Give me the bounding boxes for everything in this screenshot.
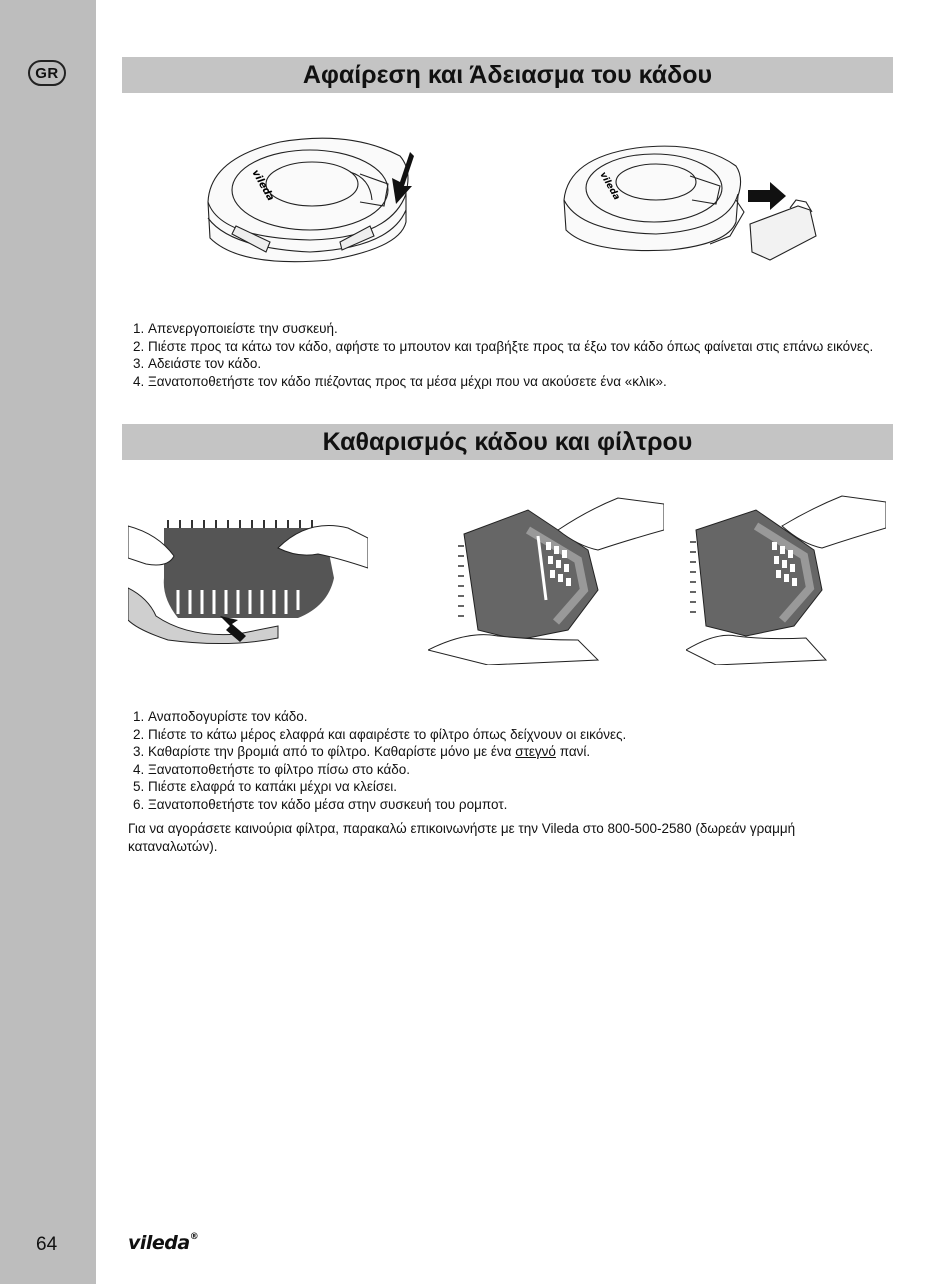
list-item [148,743,908,761]
list-item: 4. Ξανατοποθετήστε το φίλτρο πίσω στο κάδο. [148,761,908,779]
step-text: Καθαρίστε την βρομιά από το φίλτρο. Καθαρίστε μόνο με ένα [148,744,516,760]
filter-purchase-note: Για να αγοράσετε καινούρια φίλτρα, παρακαλώ επικοινωνήστε με την Vileda στο 800-500-2580 (δωρεάν γραμμή καταναλωτών). [128,821,796,854]
brand-name: vileda [128,1232,190,1254]
list-item: 5. Πιέστε ελαφρά το καπάκι μέχρι να κλείσει. [148,778,908,796]
list-item: 1. Απενεργοποιείστε την συσκευή. [148,320,908,338]
list-item: 2. Πιέστε το κάτω μέρος ελαφρά και αφαιρέστε το φίλτρο όπως δείχνουν οι εικόνες. [148,726,908,744]
section-title-filter-cleaning: Καθαρισμός κάδου και φίλτρου [122,424,893,460]
list-item: 3. Αδειάστε τον κάδο. [148,355,908,373]
language-badge: GR [28,60,66,86]
sidebar [0,0,96,1284]
step-emphasis: στεγνό [515,744,556,760]
section-title-bin-removal: Αφαίρεση και Άδειασμα του κάδου [122,57,893,93]
list-item: 1. Αναποδογυρίστε τον κάδο. [148,708,908,726]
filter-removal-illustration-1 [428,490,664,665]
brand-reg-mark: ® [189,1232,199,1242]
list-item: 2. Πιέστε προς τα κάτω τον κάδο, αφήστε το μπουτον και τραβήξτε προς τα έξω τον κάδο όπως φαίνεται στις επάνω εικόνες. [148,338,908,356]
brand-logo [128,1232,198,1254]
arrow-right-icon [748,182,786,210]
list-item: 4. Ξανατοποθετήστε τον κάδο πιέζοντας προς τα μέσα μέχρι που να ακούσετε ένα «κλικ». [148,373,908,391]
step-text: πανί. [555,744,591,760]
robot-logo-text: vileda [249,168,276,203]
list-item: 6. Ξανατοποθετήστε τον κάδο μέσα στην συσκευή του ρομποτ. [148,796,908,814]
robot-press-illustration [200,130,420,270]
filter-hands-illustration [128,498,368,648]
robot-logo-text-2: vileda [597,170,622,203]
filter-removal-illustration-2 [686,490,886,665]
robot-bin-out-illustration [560,140,820,270]
page-number: 64 [36,1234,58,1255]
filter-cleaning-steps [128,708,908,814]
bin-removal-steps [128,320,908,390]
